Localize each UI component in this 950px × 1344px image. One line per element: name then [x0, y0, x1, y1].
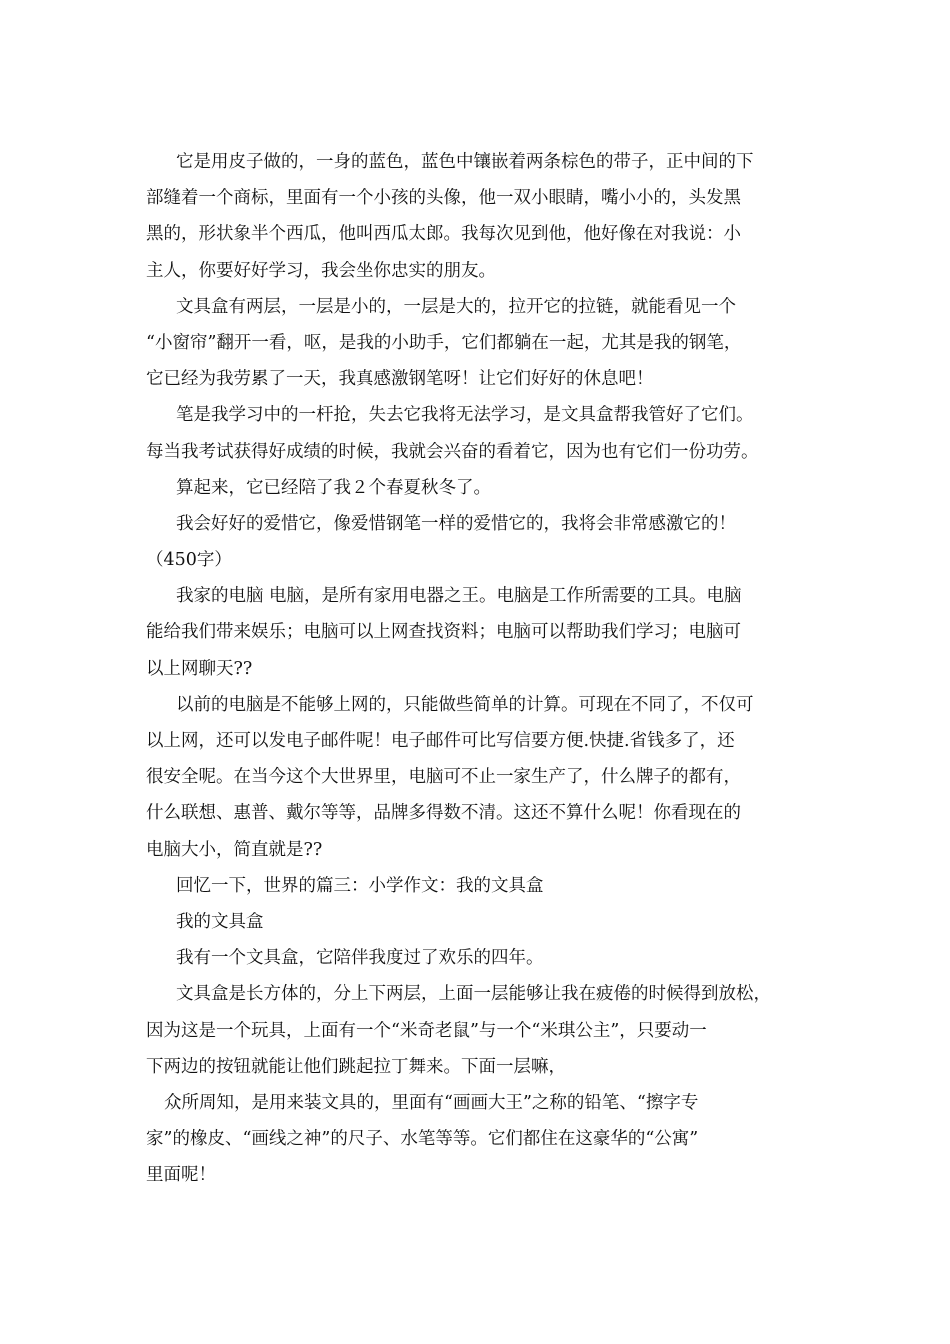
text-line: 回忆一下，世界的篇三：小学作文：我的文具盒 [176, 875, 544, 896]
text-line: 众所周知，是用来装文具的，里面有“画画大王”之称的铅笔、“擦字专 [164, 1092, 699, 1113]
text-line: 笔是我学习中的一杆抢，失去它我将无法学习，是文具盒帮我管好了它们。 [176, 405, 754, 426]
text-line: 以前的电脑是不能够上网的，只能做些简单的计算。可现在不同了，不仅可 [176, 694, 754, 715]
text-line: 家”的橡皮、“画线之神”的尺子、水笔等等。它们都住在这豪华的“公寓” [146, 1129, 699, 1150]
text-line: 里面呢！ [146, 1165, 216, 1186]
text-line: 因为这是一个玩具，上面有一个“米奇老鼠”与一个“米琪公主”，只要动一 [146, 1020, 707, 1041]
text-line: 我会好好的爱惜它，像爱惜钢笔一样的爱惜它的，我将会非常感激它的！ [176, 513, 736, 534]
text-line: 我家的电脑 电脑，是所有家用电器之王。电脑是工作所需要的工具。电脑 [176, 586, 742, 607]
text-line: 部缝着一个商标，里面有一个小孩的头像，他一双小眼睛，嘴小小的，头发黑 [146, 188, 741, 209]
text-line: 黑的，形状象半个西瓜，他叫西瓜太郎。我每次见到他，他好像在对我说：小 [146, 224, 741, 245]
document-body [146, 144, 816, 1193]
text-line: 能给我们带来娱乐；电脑可以上网查找资料；电脑可以帮助我们学习；电脑可 [146, 622, 741, 643]
text-line: 我的文具盒 [176, 911, 264, 932]
text-line: 以上网，还可以发电子邮件呢！电子邮件可比写信要方便.快捷.省钱多了，还 [146, 731, 735, 751]
text-line: （450字） [146, 550, 232, 571]
text-line: 电脑大小，简直就是?? [146, 839, 323, 860]
text-line: 算起来，它已经陪了我２个春夏秋冬了。 [176, 477, 491, 498]
text-line: “小窗帘”翻开一看，呕，是我的小助手，它们都躺在一起，尤其是我的钢笔， [146, 332, 742, 353]
text-line: 它已经为我劳累了一天，我真感激钢笔呀！让它们好好的休息吧！ [146, 369, 654, 390]
text-line: 以上网聊天?? [146, 658, 253, 679]
text-line: 文具盒是长方体的，分上下两层，上面一层能够让我在疲倦的时候得到放松， [176, 984, 771, 1005]
text-line: 下两边的按钮就能让他们跳起拉丁舞来。下面一层嘛， [146, 1056, 566, 1077]
text-line: 它是用皮子做的，一身的蓝色，蓝色中镶嵌着两条棕色的带子，正中间的下 [176, 152, 754, 172]
text-line: 什么联想、惠普、戴尔等等，品牌多得数不清。这还不算什么呢！你看现在的 [146, 803, 741, 824]
text-line: 很安全呢。在当今这个大世界里，电脑可不止一家生产了，什么牌子的都有， [146, 767, 741, 788]
text-line: 我有一个文具盒，它陪伴我度过了欢乐的四年。 [176, 948, 544, 969]
text-line: 文具盒有两层，一层是小的，一层是大的，拉开它的拉链，就能看见一个 [176, 296, 736, 317]
text-line: 主人，你要好好学习，我会坐你忠实的朋友。 [146, 260, 496, 281]
text-line: 每当我考试获得好成绩的时候，我就会兴奋的看着它，因为也有它们一份功劳。 [146, 441, 759, 462]
